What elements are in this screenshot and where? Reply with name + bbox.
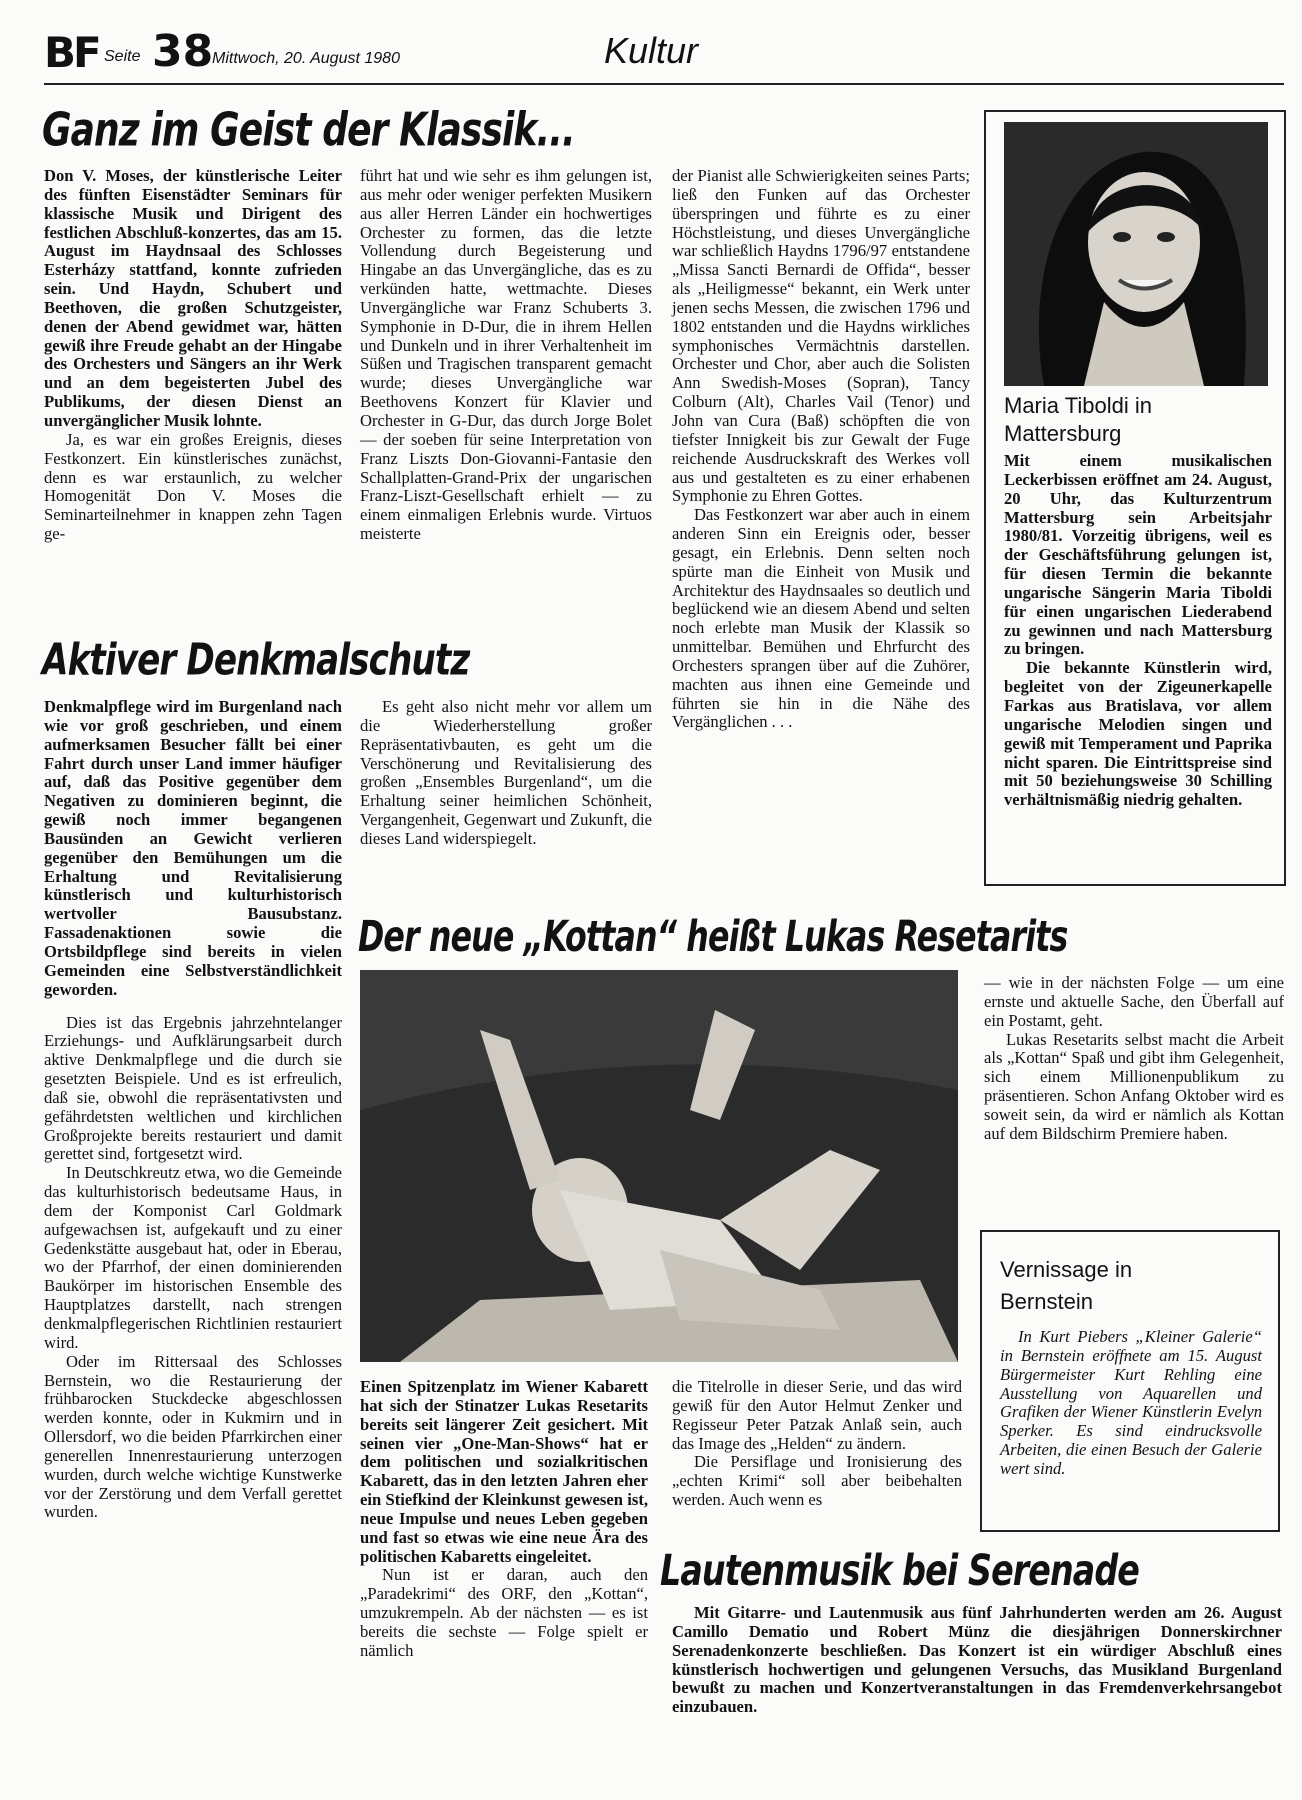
klassik-paragraph: Don V. Moses, der künstlerische Leiter des fünften Eisenstädter Seminars für klassische Musik und Dirigent des festlichen Abschluß-konzertes, das am 15. August im Haydnsaal des Schlosses Esterházy stattfand, konnte zufrieden sein. Und Haydn, Schubert und Beethoven, die großen Schutzgeister, denen der Abend gewidmet war, hätten gewiß ihre Freude gehabt an der Hingabe des Orchesters und Sängers an ihr Werk und an dem begeisterten Jubel des Publikums, der diesen Dienst an unvergänglicher Musik lohnte. (44, 166, 342, 430)
page-label: Seite (104, 48, 141, 65)
denkmal-paragraph: In Deutschkreutz etwa, wo die Gemeinde das kulturhistorisch bedeutsame Haus, in dem der Komponist Carl Goldmark aufgewachsen ist, aufgekauft und zu einer Gedenkstätte ausgebaut hat, oder in Eberau, wo der Pfarrhof, der einen dominierenden Baukörper im historischen Ensemble des Hauptplatzes darstellt, nach strengen denkmalpflegerischen Richtlinien restauriert wird. (44, 1163, 342, 1352)
denkmal-lead: Denkmalpflege wird im Burgenland nach wie vor groß geschrieben, und einem aufmerksamen Besucher fällt bei einer Fahrt durch unser Land immer häufiger auf, daß das Positive gegenüber dem Negativen zu dominieren beginnt, die gewiß noch immer begangenen Bausünden an Gewicht verlieren gegenüber den Bemühungen um die Erhaltung und Revitalisierung künstlerisch und kulturhistorisch wertvoller Bausubstanz. Fassadenaktionen sowie die Ortsbildpflege sind bereits in vielen Gemeinden eine Selbstverständlichkeit geworden. (44, 697, 342, 999)
tiboldi-caption-title: Maria Tiboldi in Mattersburg (1004, 393, 1152, 446)
klassik-paragraph: Ja, es war ein großes Ereignis, dieses Festkonzert. Ein künstlerisches zunächst, denn es war erstaunlich, zu welcher Homogenität Don V. Moses die Seminarteilnehmer in knappen zehn Tagen ge- (44, 429, 342, 544)
vernissage-body: In Kurt Piebers „Kleiner Galerie“ in Bernstein eröffnete am 15. August Bürgermeister Kurt Rehling eine Ausstellung von Aquarellen und Grafiken der Wiener Künstlerin Evelyn Sperker. Es sind eindrucksvolle Arbeiten, die einen Besuch der Galerie wert sind. (1000, 1327, 1262, 1478)
tiboldi-box (984, 110, 1286, 886)
lautenmusik-body: Mit Gitarre- und Lautenmusik aus fünf Jahrhunderten werden am 26. August Camillo Dematio und Robert Münz die diesjährigen Donnerskirchner Serenadenkonzerte beschließen. Das Konzert ist ein würdiger Abschluß eines künstlerisch hochwertigen und gelungenen Versuchs, das Musikland Burgenland bewußt zu machen und Konzertveranstaltungen in das Fremdenverkehrsangebot einzubauen. (672, 1603, 1282, 1717)
tiboldi-paragraph: Die bekannte Künstlerin wird, begleitet von der Zigeunerkapelle Farkas aus Bratislava, vor allem ungarische Melodien singen und gewiß mit Temperament und Paprika nicht sparen. Die Eintrittspreise sind mit 50 beziehungsweise 30 Schilling verhältnismäßig niedrig gehalten. (1004, 658, 1272, 810)
denkmal-column-2 (360, 698, 652, 849)
klassik-column-2 (360, 167, 652, 544)
denkmal-paragraph: Oder im Rittersaal des Schlosses Bernstein, wo die Restaurierung der frühbarocken Stuckdecke abgeschlossen werden konnte, oder in Kukmirn und in Ollersdorf, wo die beiden Pfarrkirchen einer generellen Innenrestaurierung unterzogen wurden, durch welche wichtige Kunstwerke vor der Zerstörung und dem Verfall gerettet wurden. (44, 1351, 342, 1522)
kottan-paragraph: — wie in der nächsten Folge — um eine ernste und aktuelle Sache, den Überfall auf ein Postamt, geht. (984, 973, 1284, 1030)
kottan-paragraph: Nun ist er daran, auch den „Paradekrimi“ des ORF, den „Kottan“, umzukrempeln. Ab der nächsten — es ist bereits die sechste — Folge spielt er nämlich (360, 1565, 648, 1660)
klassik-paragraph: führt hat und wie sehr es ihm gelungen ist, aus mehr oder weniger perfekten Musikern aus aller Herren Länder ein hochwertiges Orchester zu formen, das die letzte Vollendung durch Begeisterung und Hingabe an das Unvergängliche, das es zu verkünden hatte, wettmachte. Dieses Unvergängliche war Franz Schuberts 3. Symphonie in D-Dur, die in ihrem Hellen und Dunkeln und in ihrer Verhaltenheit im Süßen und Tragischen transparent gemacht wurde; dieses Unvergängliche war Beethovens Konzert für Klavier und Orchester in G-Dur, das durch Jorge Bolet — der soeben für seine Interpretation von Franz Liszts Don-Giovanni-Fantasie den Schallplatten-Grand-Prix der ungarischen Franz-Liszt-Gesellschaft erhielt — zu einem einmaligen Erlebnis wurde. Virtuos meisterte (360, 166, 652, 544)
klassik-column-3 (672, 167, 970, 732)
denkmal-column-1 (44, 698, 342, 1522)
headline-denkmalschutz: Aktiver Denkmalschutz (42, 634, 470, 685)
kottan-paragraph: Lukas Resetarits selbst macht die Arbeit als „Kottan“ Spaß und gibt ihm Gelegenheit, sich einem Millionenpublikum zu präsentieren. Schon Anfang Oktober wird es soweit sein, da wird er nämlich als Kottan auf dem Bildschirm Premiere haben. (984, 1029, 1284, 1143)
kottan-paragraph: Die Persiflage und Ironisierung des „echten Krimi“ soll aber beibehalten werden. Auch wenn es (672, 1452, 962, 1510)
klassik-column-1 (44, 167, 342, 544)
kottan-caption-lead: Einen Spitzenplatz im Wiener Kabarett hat sich der Stinatzer Lukas Resetarits bereits seit längerer Zeit gesichert. Mit seinen vier „One-Man-Shows“ hat er dem politischen und sozialkritischen Kabarett, das in den letzten Jahren eher ein Stiefkind der Kleinkunst gewesen ist, neue Impulse und neues Leben gegeben und fast so etwas wie eine neue Ära des politischen Kabaretts eingeleitet. (360, 1377, 648, 1566)
vernissage-title: Vernissage in Bernstein (1000, 1257, 1133, 1314)
denkmal-paragraph: Es geht also nicht mehr vor allem um die Wiederherstellung großer Repräsentativbauten, es geht um die Verschönerung und Revitalisierung des großen „Ensembles Burgenland“, um die Erhaltung seiner heimlichen Schönheit, Vergangenheit, Gegenwart und Zukunft, die dieses Land widerspiegelt. (360, 697, 652, 848)
headline-kottan: Der neue „Kottan“ heißt Lukas Resetarits (358, 912, 1068, 962)
issue-date: Mittwoch, 20. August 1980 (212, 50, 400, 67)
portrait-image (1004, 122, 1268, 386)
masthead (44, 24, 1284, 84)
tiboldi-paragraph: Mit einem musikalischen Leckerbissen eröffnet am 24. August, 20 Uhr, das Kulturzentrum Mattersburg sein Arbeitsjahr 1980/81. Vorzeitig übrigens, weil es der Geschäftsführung gelungen ist, für diesen Termin die bekannte ungarische Sängerin Maria Tiboldi für einen ungarischen Liederabend zu gewinnen und nach Mattersburg zu bringen. (1004, 451, 1272, 659)
newspaper-logo: BF (44, 28, 99, 77)
kottan-column-3 (984, 974, 1284, 1144)
vernissage-box (980, 1230, 1280, 1532)
section-title: Kultur (604, 30, 699, 71)
tiboldi-photo (1004, 122, 1268, 386)
klassik-paragraph: Das Festkonzert war aber auch in einem anderen Sinn ein Ereignis oder, besser gesagt, ein Erlebnis. Denn selten noch spürte man die Einheit von Musik und Architektur des Haydnsaales so deutlich und beglückend wie an diesem Abend und selten noch erlebte man Musik der Klassik so unmittelbar. Bemühen und Ehrfurcht des Orchesters sprangen über auf die Zuhörer, machten aus ihnen eine Gemeinde und führten sie hin in die Nähe des Vergänglichen . . . (672, 505, 970, 732)
kottan-paragraph: die Titelrolle in dieser Serie, und das wird gewiß für den Autor Helmut Zenker und Regisseur Peter Patzak Anlaß sein, auch das Image des „Helden“ zu ändern. (672, 1377, 962, 1453)
denkmal-paragraph: Dies ist das Ergebnis jahrzehntelanger Erziehungs- und Aufklärungsarbeit durch aktive Denkmalpflege und die durch sie gesetzten Beispiele. Und es ist erfreulich, daß sie, obwohl die repräsentativsten und gefährdetsten weltlichen und kirchlichen Großprojekte bereits restauriert und damit gerettet sind, fortgesetzt wird. (44, 1012, 342, 1164)
header-rule (44, 83, 1284, 85)
resetarits-photo (360, 970, 958, 1362)
kottan-column-1 (360, 1378, 648, 1661)
tiboldi-body (1004, 452, 1272, 810)
headline-lautenmusik: Lautenmusik bei Serenade (660, 1546, 1139, 1596)
kottan-column-2 (672, 1378, 962, 1510)
stage-photo-image (360, 970, 958, 1362)
klassik-paragraph: der Pianist alle Schwierigkeiten seines Parts; ließ den Funken auf das Orchester überspringen und führte es zu einer Höchstleistung, und dieses Unvergängliche war schließlich Haydns 1796/97 entstandene „Missa Sancti Bernardi de Offida“, besser als „Heiligmesse“ bekannt, ein Werk unter jenen sechs Messen, die zwischen 1796 und 1802 entstanden und die Haydns wirkliches symphonisches Vermächtnis darstellen. Orchester und Chor, aber auch die Solisten Ann Swedish-Moses (Sopran), Tancy Colburn (Alt), Charles Vail (Tenor) und John van Cura (Baß) schöpften die von tiefster Innigkeit bis zur Gewalt der Fuge reichende Ausdruckskraft des Werkes voll aus und gestalteten es zu einer erhabenen Symphonie zu Ehren Gottes. (672, 166, 970, 506)
headline-klassik: Ganz im Geist der Klassik... (42, 104, 575, 157)
page-number: 38 (152, 26, 214, 77)
